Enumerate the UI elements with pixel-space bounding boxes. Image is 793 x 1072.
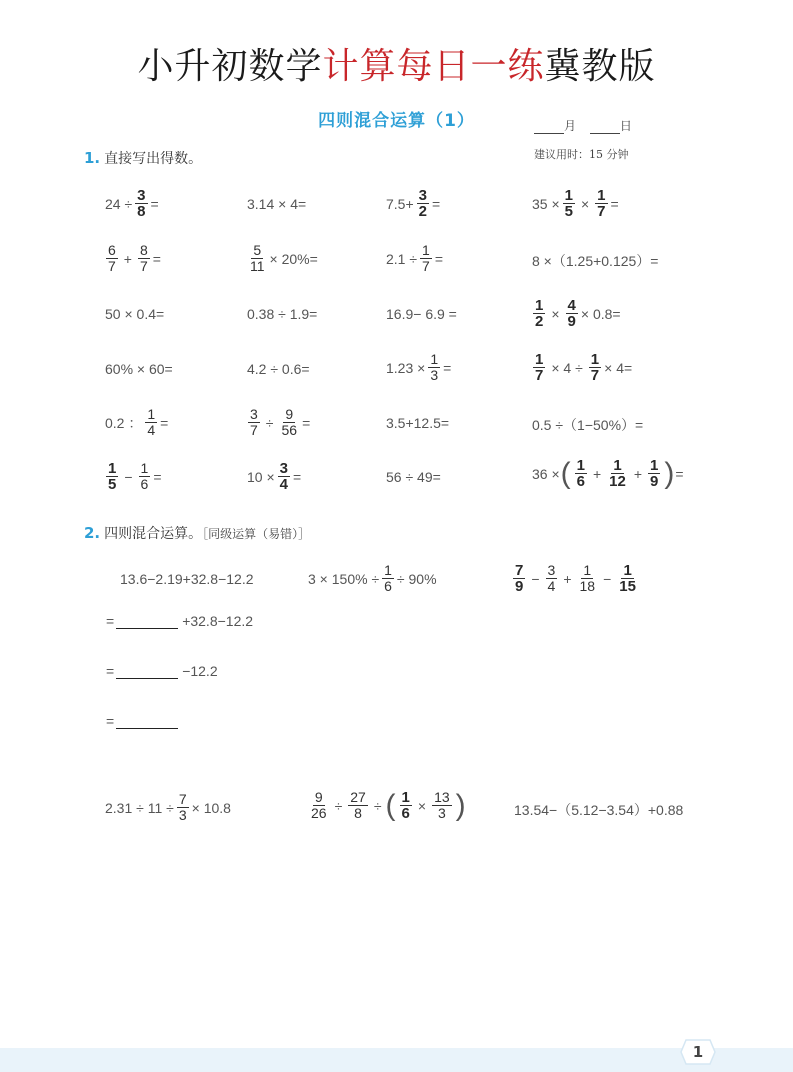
section-number: 1.: [84, 149, 101, 167]
denominator: 6: [576, 473, 585, 490]
numerator: 1: [597, 187, 606, 204]
fraction: [400, 790, 412, 821]
section-number: 2.: [84, 524, 101, 542]
section-1-heading: [84, 148, 202, 168]
denominator: 7: [597, 203, 606, 220]
left-paren: (: [385, 788, 396, 822]
expr-text: =: [292, 468, 302, 485]
right-paren: ): [664, 456, 675, 490]
expr-text: 35 ×: [532, 195, 560, 212]
expr-text: 2.31 ÷ 11 ÷: [105, 799, 174, 816]
problem-5-4: 0.5 ÷（1−50%）=: [532, 417, 644, 433]
operator: +: [633, 465, 643, 482]
problem-6-2: [247, 461, 301, 492]
day-blank[interactable]: [590, 121, 620, 134]
expr-text: 1.23 ×: [386, 359, 426, 376]
denominator: 9: [515, 578, 524, 595]
work-text: +32.8−12.2: [182, 613, 254, 629]
expr-text: 36 ×: [532, 465, 560, 482]
expr-text: 10 ×: [247, 468, 275, 485]
fraction: [248, 243, 267, 274]
operator: −: [124, 468, 133, 485]
operator: −: [531, 570, 540, 587]
denominator: 5: [564, 203, 573, 220]
problem-4-1: 60% × 60=: [105, 361, 173, 377]
fraction: [617, 563, 638, 594]
operator: −: [603, 570, 612, 587]
denominator: 11: [250, 258, 265, 274]
fraction: [589, 352, 601, 383]
denominator: 4: [279, 476, 288, 493]
work-text: −12.2: [182, 663, 218, 679]
denominator: 12: [609, 473, 626, 490]
fraction: [139, 461, 151, 492]
expr-text: =: [160, 414, 169, 431]
numerator: 1: [623, 562, 632, 579]
page-title: [0, 44, 793, 90]
problem-5-2: [245, 407, 310, 438]
denominator: 26: [311, 805, 327, 821]
numerator: 3: [279, 460, 288, 477]
expr-text: 2.1 ÷: [386, 250, 418, 267]
problem-2-p5: [306, 790, 467, 821]
fraction: [145, 407, 157, 438]
expr-text: × 10.8: [191, 799, 231, 816]
numerator: 1: [147, 406, 156, 422]
numerator: 5: [253, 242, 262, 258]
fraction: [607, 458, 628, 489]
denominator: 8: [354, 805, 362, 821]
page-number: [680, 1039, 716, 1065]
problem-3-2: 0.38 ÷ 1.9=: [247, 306, 318, 322]
expr-text: 7.5+: [386, 195, 414, 212]
denominator: 3: [178, 807, 187, 823]
section-2-heading: [84, 523, 310, 543]
denominator: 2: [535, 313, 544, 330]
expr-text: =: [150, 195, 159, 212]
month-blank[interactable]: [534, 121, 564, 134]
fraction: [135, 188, 147, 219]
numerator: 3: [250, 406, 258, 422]
expr-text: =: [434, 250, 444, 267]
problem-2-p1: 13.6−2.19+32.8−12.2: [120, 571, 254, 587]
problem-6-1: [103, 461, 162, 492]
section-label: 直接写出得数。: [104, 151, 203, 167]
problem-1-3: [386, 188, 440, 219]
equals-sign: =: [106, 713, 115, 729]
left-paren: (: [560, 456, 571, 490]
numerator: 1: [384, 562, 392, 578]
denominator: 2: [418, 203, 427, 220]
expr-text: ÷ 90%: [396, 570, 437, 587]
denominator: 5: [108, 476, 117, 493]
fraction: [432, 790, 452, 821]
numerator: 3: [418, 187, 427, 204]
equals-sign: =: [106, 613, 115, 629]
numerator: 1: [650, 457, 659, 474]
denominator: 56: [281, 422, 298, 438]
problem-6-3: 56 ÷ 49=: [386, 469, 441, 485]
fraction: [248, 407, 260, 438]
problem-1-4: [532, 188, 619, 219]
operator: +: [592, 465, 602, 482]
problem-2-4: 8 ×（1.25+0.125）=: [532, 253, 659, 269]
expr-text: × 20%=: [269, 250, 318, 267]
denominator: 4: [547, 578, 556, 594]
right-paren: ): [455, 788, 466, 822]
work-line-2: [106, 663, 218, 679]
work-line-1: [106, 613, 253, 629]
numerator: 1: [576, 457, 585, 474]
operator: +: [563, 570, 572, 587]
title-part-3: 冀教版: [544, 46, 656, 87]
numerator: 4: [567, 297, 576, 314]
expr-text: × 4=: [604, 359, 633, 376]
numerator: 1: [535, 297, 544, 314]
fraction: [382, 563, 394, 594]
fraction: [578, 563, 598, 594]
problem-2-2: [245, 243, 318, 274]
title-part-1: 小升初数学: [137, 46, 323, 87]
numerator: 3: [547, 562, 556, 578]
denominator: 4: [147, 422, 156, 438]
denominator: 6: [384, 578, 392, 594]
problem-2-p2: [308, 563, 437, 594]
numerator: 1: [108, 460, 117, 477]
numerator: 3: [137, 187, 146, 204]
fraction: [106, 243, 118, 274]
problem-1-1: [105, 188, 159, 219]
denominator: 7: [108, 258, 116, 274]
problem-2-p4: [105, 792, 231, 823]
expr-text: 24 ÷: [105, 195, 133, 212]
numerator: 6: [108, 242, 116, 258]
operator: +: [123, 250, 132, 267]
section-label: 四则混合运算。: [104, 526, 203, 542]
problem-1-2: 3.14 × 4=: [247, 196, 307, 212]
fraction: [138, 243, 150, 274]
problem-3-1: 50 × 0.4=: [105, 306, 165, 322]
day-label: 日: [619, 119, 632, 133]
fraction: [563, 188, 575, 219]
numerator: 9: [314, 789, 323, 805]
numerator: 1: [583, 562, 592, 578]
lesson-subtitle: 四则混合运算（1）: [318, 111, 475, 131]
numerator: 8: [139, 242, 148, 258]
denominator: 7: [535, 367, 544, 384]
denominator: 6: [401, 805, 410, 822]
numerator: 1: [401, 789, 410, 806]
denominator: 3: [430, 367, 439, 383]
fraction: [513, 563, 525, 594]
numerator: 1: [422, 242, 430, 258]
footer-band: [0, 1048, 793, 1072]
expr-text: 0.2 ：: [105, 414, 143, 431]
denominator: 15: [619, 578, 636, 595]
operator: ×: [551, 305, 560, 322]
fraction: [595, 188, 607, 219]
fraction: [106, 461, 118, 492]
numerator: 13: [434, 789, 450, 805]
operator: ÷: [265, 414, 274, 431]
section-hint: ［同级运算（易错）］: [202, 527, 311, 541]
problem-4-2: 4.2 ÷ 0.6=: [247, 361, 310, 377]
work-line-3: [106, 713, 182, 729]
denominator: 6: [140, 476, 149, 492]
numerator: 7: [178, 791, 187, 807]
fraction: [309, 790, 329, 821]
problem-2-p6: 13.54−（5.12−3.54）+0.88: [514, 802, 684, 818]
problem-2-p3: [510, 563, 641, 594]
operator: ×: [580, 195, 590, 212]
expr-text: =: [431, 195, 441, 212]
date-fields: [534, 117, 632, 134]
denominator: 7: [139, 258, 148, 274]
expr-text: =: [153, 468, 162, 485]
denominator: 7: [422, 258, 430, 274]
expr-text: =: [302, 414, 311, 431]
fraction: [348, 790, 368, 821]
problem-3-3: 16.9− 6.9 =: [386, 306, 457, 322]
problem-4-4: [530, 352, 632, 383]
answer-blank[interactable]: [116, 614, 178, 629]
denominator: 9: [567, 313, 576, 330]
fraction: [420, 243, 432, 274]
denominator: 18: [579, 578, 596, 594]
problem-2-1: [103, 243, 161, 274]
denominator: 8: [137, 203, 146, 220]
operator: ÷: [373, 797, 382, 814]
fraction: [533, 352, 545, 383]
problem-5-1: [105, 407, 168, 438]
fraction: [279, 407, 299, 438]
fraction: [278, 461, 290, 492]
numerator: 1: [590, 351, 600, 368]
problem-5-3: 3.5+12.5=: [386, 415, 450, 431]
suggested-time: 建议用时：15 分钟: [534, 148, 629, 161]
fraction: [177, 792, 189, 823]
numerator: 1: [140, 460, 149, 476]
fraction: [546, 563, 558, 594]
title-part-2: 计算每日一练: [322, 46, 545, 87]
numerator: 1: [564, 187, 573, 204]
denominator: 7: [590, 367, 600, 384]
fraction: [417, 188, 429, 219]
operator: ÷: [334, 797, 343, 814]
expr-text: 3 × 150% ÷: [308, 570, 380, 587]
denominator: 3: [437, 805, 446, 821]
expr-text: =: [152, 250, 161, 267]
expr-text: × 0.8=: [580, 305, 621, 322]
denominator: 9: [650, 473, 659, 490]
fraction: [575, 458, 587, 489]
fraction: [428, 352, 440, 383]
numerator: 1: [613, 457, 622, 474]
answer-blank[interactable]: [116, 714, 178, 729]
numerator: 7: [515, 562, 524, 579]
expr-text: =: [610, 195, 619, 212]
operator: × 4 ÷: [551, 359, 583, 376]
problem-4-3: [386, 352, 451, 383]
page-number-text: 1: [692, 1043, 704, 1061]
answer-blank[interactable]: [116, 664, 178, 679]
fraction: [533, 298, 545, 329]
denominator: 7: [250, 422, 258, 438]
expr-text: =: [443, 359, 452, 376]
operator: ×: [417, 797, 427, 814]
fraction: [566, 298, 578, 329]
numerator: 1: [430, 351, 439, 367]
numerator: 27: [350, 789, 366, 805]
problem-3-4: [530, 298, 621, 329]
expr-text: =: [675, 465, 684, 482]
fraction: [648, 458, 660, 489]
numerator: 1: [535, 351, 544, 368]
numerator: 9: [285, 406, 294, 422]
month-label: 月: [564, 119, 577, 133]
problem-2-3: [386, 243, 443, 274]
equals-sign: =: [106, 663, 115, 679]
problem-6-4: [532, 458, 684, 489]
